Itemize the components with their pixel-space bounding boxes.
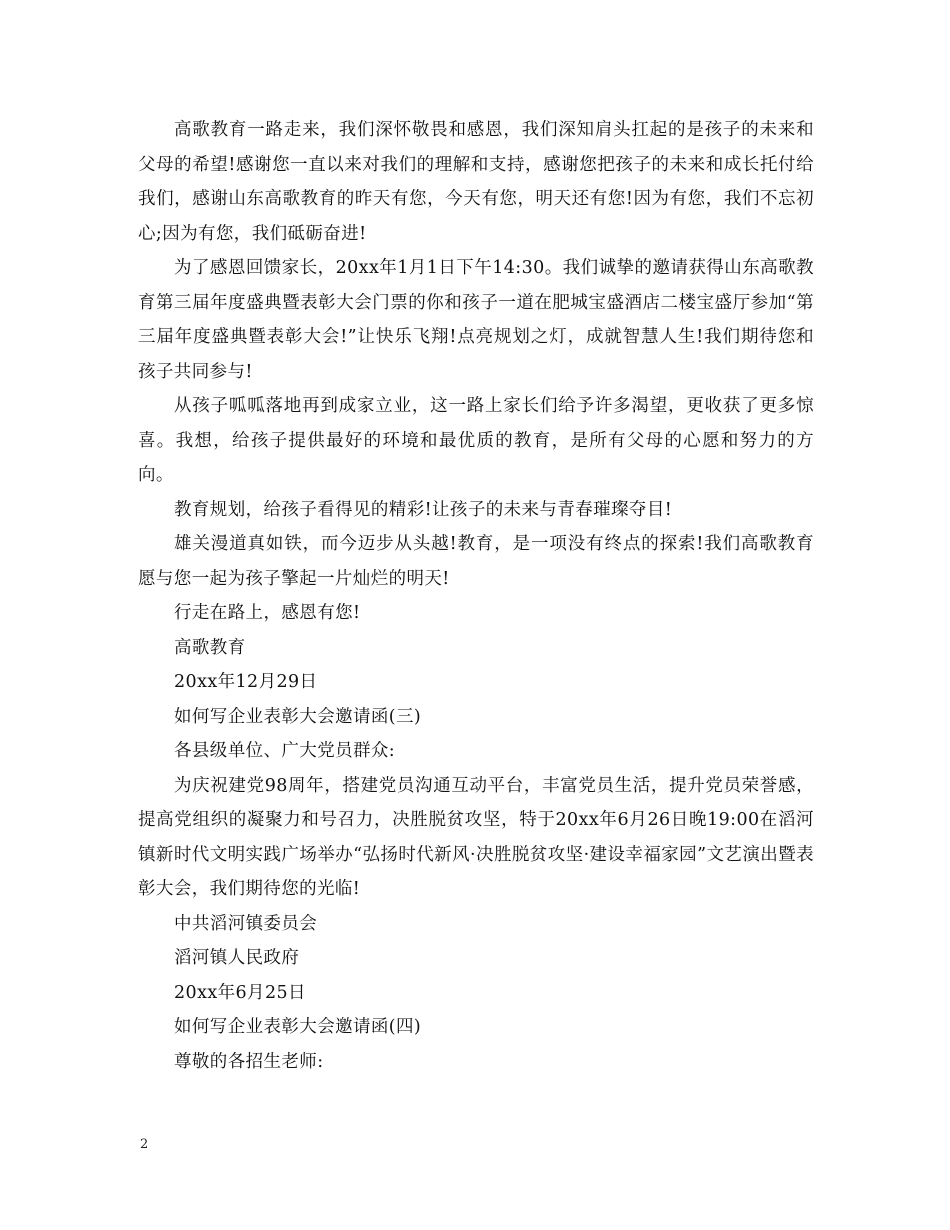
paragraph-education-planning: 教育规划，给孩子看得见的精彩!让孩子的未来与青春璀璨夺目!	[174, 499, 673, 520]
paragraph-gratitude: 高歌教育一路走来，我们深怀敬畏和感恩，我们深知肩头扛起的是孩子的未来和父母的希望!感谢您一直以来对我们的理解和支持，感谢您把孩子的未来和成长托付给我们，感谢山东高歌教育的昨天有您，今天有您，明天还有您!因为有您，我们不忘初心;因为有您，我们砥砺奋进!	[138, 120, 814, 244]
signature-party-committee: 中共滔河镇委员会	[174, 913, 318, 934]
section-heading-three: 如何写企业表彰大会邀请函(三)	[174, 706, 422, 727]
page-number: 2	[140, 1137, 149, 1152]
salutation-units: 各县级单位、广大党员群众:	[174, 741, 396, 761]
paragraph-exploration: 雄关漫道真如铁，而今迈步从头越!教育，是一项没有终点的探索!我们高歌教育愿与您一起为孩子擎起一片灿烂的明天!	[138, 534, 814, 589]
signature-government: 滔河镇人民政府	[174, 948, 300, 968]
signature-date-two: 20xx年6月25日	[174, 982, 306, 1003]
signature-organization: 高歌教育	[174, 637, 246, 658]
paragraph-invitation-event: 为了感恩回馈家长，20xx年1月1日下午14:30。我们诚挚的邀请获得山东高歌教育第三届年度盛典暨表彰大会门票的你和孩子一道在肥城宝盛酒店二楼宝盛厅参加“第三届年度盛典暨表彰大会!”让快乐飞翔!点亮规划之灯，成就智慧人生!我们期待您和孩子共同参与!	[138, 258, 814, 382]
signature-date: 20xx年12月29日	[174, 672, 318, 692]
paragraph-thanks: 行走在路上，感恩有您!	[174, 603, 361, 623]
section-heading-four: 如何写企业表彰大会邀请函(四)	[174, 1017, 422, 1037]
salutation-teachers: 尊敬的各招生老师:	[174, 1051, 324, 1072]
paragraph-party-anniversary: 为庆祝建党98周年，搭建党员沟通互动平台，丰富党员生活，提升党员荣誉感，提高党组织的凝聚力和号召力，决胜脱贫攻坚，特于20xx年6月26日晚19:00在滔河镇新时代文明实践广场举办“弘扬时代新风·决胜脱贫攻坚·建设幸福家园”文艺演出暨表彰大会，我们期待您的光临!	[138, 775, 814, 899]
document-body	[138, 113, 814, 1079]
paragraph-parents-hope: 从孩子呱呱落地再到成家立业，这一路上家长们给予许多渴望，更收获了更多惊喜。我想，给孩子提供最好的环境和最优质的教育，是所有父母的心愿和努力的方向。	[138, 396, 814, 485]
